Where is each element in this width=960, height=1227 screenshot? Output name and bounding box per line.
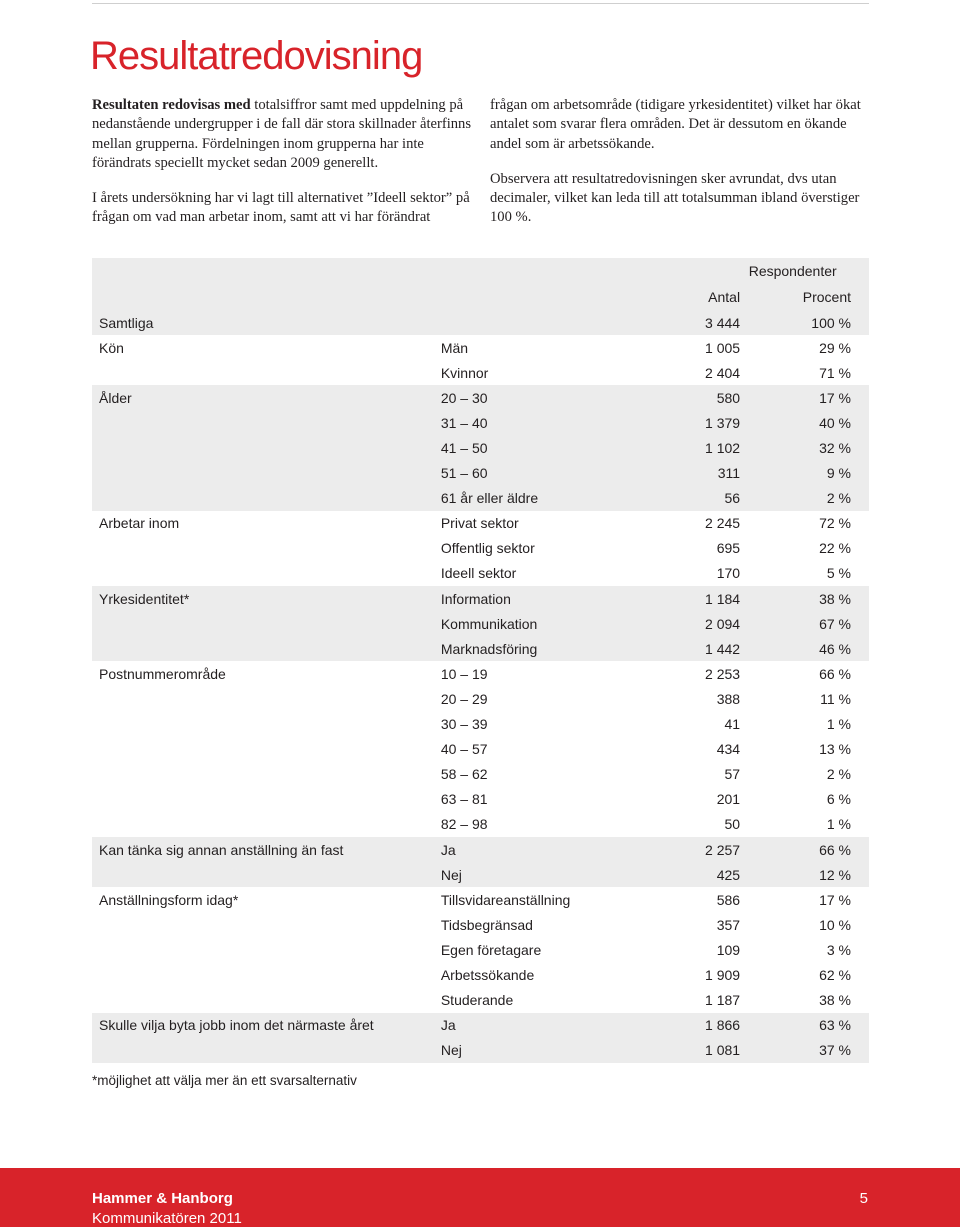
intro-left-column: [92, 96, 472, 244]
row-antal: 1 442: [636, 636, 740, 661]
row-antal: 580: [636, 385, 740, 410]
row-antal: 1 909: [705, 966, 741, 983]
row-antal: 109: [716, 941, 741, 958]
row-antal: 586: [716, 891, 741, 908]
row-procent: 1 %: [826, 816, 851, 833]
row-category: [92, 862, 435, 887]
footer-organization: Hammer & Hanborg: [92, 1190, 233, 1207]
row-antal: 695: [716, 540, 741, 557]
row-category: Postnummerområde: [99, 665, 226, 682]
row-antal: 1 081: [636, 1038, 740, 1063]
row-procent: 63 %: [740, 1013, 869, 1038]
table-row: [92, 661, 869, 686]
row-procent: 37 %: [740, 1038, 869, 1063]
row-procent: 66 %: [740, 837, 869, 862]
row-category: [92, 611, 435, 636]
table-row: [92, 762, 869, 787]
row-category: [92, 737, 435, 762]
table-row: [92, 461, 869, 486]
row-antal: 1 187: [705, 992, 741, 1009]
table-row: [92, 912, 869, 937]
row-procent: 5 %: [826, 565, 851, 582]
row-procent: 38 %: [740, 586, 869, 611]
row-subgroup: 20 – 29: [440, 690, 488, 707]
table-row: [92, 937, 869, 962]
row-antal: 201: [716, 791, 741, 808]
row-subgroup: Egen företagare: [440, 941, 542, 958]
table-row: [92, 812, 869, 837]
row-subgroup: 51 – 60: [435, 461, 637, 486]
table-row: [92, 511, 869, 536]
row-antal: 1 102: [636, 435, 740, 460]
row-subgroup: Nej: [435, 1038, 637, 1063]
row-subgroup: Män: [440, 339, 469, 356]
row-antal: 2 245: [705, 515, 741, 532]
table-row: [92, 561, 869, 586]
row-procent: 13 %: [819, 741, 851, 758]
row-procent: 40 %: [740, 410, 869, 435]
header-empty-cell: [92, 284, 435, 310]
row-subgroup: 31 – 40: [435, 410, 637, 435]
table-row: [92, 1038, 869, 1063]
header-respondenter: Respondenter: [636, 258, 869, 284]
row-category: [92, 561, 435, 586]
header-empty-cell: [92, 258, 435, 284]
row-procent: 38 %: [819, 992, 851, 1009]
row-category: [92, 712, 435, 737]
row-subgroup: [435, 310, 637, 335]
row-procent: 22 %: [819, 540, 851, 557]
row-subgroup: Nej: [435, 862, 637, 887]
intro-paragraph-1: [92, 96, 472, 173]
table-row: [92, 837, 869, 862]
row-antal: 425: [636, 862, 740, 887]
table-row: [92, 385, 869, 410]
table-row: [92, 536, 869, 561]
row-procent: 32 %: [740, 435, 869, 460]
table-row: [92, 611, 869, 636]
intro-paragraph-1-text: totalsiffror samt med uppdelning på nedanstående undergrupper i de fall där stora skillnader återfinns mellan grupperna. Fördelningen inom grupperna har inte förändrats speciellt mycket sedan 2009 generellt.: [92, 97, 472, 171]
page-number: 5: [859, 1190, 868, 1207]
row-procent: 11 %: [820, 690, 851, 707]
row-antal: 2 257: [636, 837, 740, 862]
header-empty-cell: [435, 284, 637, 310]
row-category: Yrkesidentitet*: [92, 586, 435, 611]
row-procent: 10 %: [819, 916, 851, 933]
row-category: [92, 1038, 435, 1063]
row-category: [92, 762, 435, 787]
row-antal: 170: [716, 565, 741, 582]
table-header-row: [92, 284, 869, 310]
row-subgroup: Ja: [435, 1013, 637, 1038]
intro-lead: Resultaten redovisas med: [92, 97, 251, 113]
row-procent: 6 %: [826, 791, 851, 808]
row-procent: 1 %: [826, 716, 851, 733]
top-rule: [92, 3, 869, 4]
row-category: [92, 486, 435, 511]
table-row: [92, 887, 869, 912]
intro-paragraph-2: I årets undersökning har vi lagt till alternativet ”Ideell sektor” på frågan om vad man arbetar inom, samt att vi har förändrat: [92, 190, 470, 226]
row-category: [92, 988, 435, 1013]
table-row: [92, 410, 869, 435]
table-row: [92, 435, 869, 460]
table-row: [92, 737, 869, 762]
table-row: [92, 1013, 869, 1038]
row-antal: 1 184: [636, 586, 740, 611]
row-procent: 72 %: [819, 515, 851, 532]
results-table-body: [92, 258, 869, 1063]
row-category: Ålder: [92, 385, 435, 410]
row-category: Arbetar inom: [99, 515, 180, 532]
page-footer: [0, 1168, 960, 1227]
row-category: [92, 360, 435, 385]
row-subgroup: Information: [435, 586, 637, 611]
row-antal: 1 005: [705, 339, 741, 356]
row-category: Samtliga: [92, 310, 435, 335]
row-subgroup: Kvinnor: [440, 364, 489, 381]
row-category: [92, 461, 435, 486]
row-procent: 12 %: [740, 862, 869, 887]
table-row: [92, 360, 869, 385]
table-row: [92, 586, 869, 611]
row-category: Anställningsform idag*: [99, 891, 239, 908]
row-category: [92, 536, 435, 561]
table-row: [92, 686, 869, 711]
row-subgroup: 58 – 62: [440, 766, 488, 783]
table-row: [92, 787, 869, 812]
row-antal: 434: [716, 741, 741, 758]
row-subgroup: Kommunikation: [435, 611, 637, 636]
row-procent: 100 %: [740, 310, 869, 335]
row-antal: 2 094: [636, 611, 740, 636]
row-category: [92, 636, 435, 661]
row-procent: 2 %: [740, 486, 869, 511]
row-subgroup: 10 – 19: [440, 665, 488, 682]
row-procent: 17 %: [819, 891, 851, 908]
row-category: [92, 937, 435, 962]
row-category: [92, 435, 435, 460]
row-antal: 57: [724, 766, 741, 783]
row-category: Kön: [99, 339, 124, 356]
row-antal: 1 379: [636, 410, 740, 435]
row-category: [92, 812, 435, 837]
row-subgroup: 40 – 57: [440, 741, 488, 758]
row-procent: 71 %: [819, 364, 851, 381]
row-subgroup: Tillsvidareanställning: [440, 891, 571, 908]
row-category: Kan tänka sig annan anställning än fast: [92, 837, 435, 862]
row-procent: 66 %: [819, 665, 851, 682]
table-row: [92, 962, 869, 987]
row-category: [92, 912, 435, 937]
row-subgroup: 30 – 39: [440, 716, 488, 733]
row-subgroup: Ideell sektor: [440, 565, 517, 582]
table-header-group-row: [92, 258, 869, 284]
row-procent: 46 %: [740, 636, 869, 661]
row-antal: 2 404: [705, 364, 741, 381]
intro-paragraph-3: frågan om arbetsområde (tidigare yrkesidentitet) vilket har ökat antalet som svarar flera områden. Det är dessutom en ökande andel som är arbetssökande.: [490, 97, 861, 152]
header-antal: Antal: [636, 284, 740, 310]
row-antal: 357: [716, 916, 741, 933]
row-procent: 9 %: [740, 461, 869, 486]
table-row: [92, 335, 869, 360]
row-subgroup: Ja: [435, 837, 637, 862]
header-empty-cell: [435, 258, 637, 284]
row-subgroup: Privat sektor: [440, 515, 519, 532]
row-antal: 50: [724, 816, 741, 833]
row-subgroup: Studerande: [440, 992, 514, 1009]
row-procent: 17 %: [740, 385, 869, 410]
row-procent: 2 %: [826, 766, 851, 783]
table-row: [92, 712, 869, 737]
intro-paragraph-4: Observera att resultatredovisningen sker avrundat, dvs utan decimaler, vilket kan leda till att totalsumman ibland överstiger 100 %.: [490, 170, 860, 226]
row-subgroup: 82 – 98: [440, 816, 488, 833]
row-subgroup: 63 – 81: [440, 791, 488, 808]
row-subgroup: 61 år eller äldre: [435, 486, 637, 511]
row-subgroup: Arbetssökande: [440, 966, 535, 983]
row-antal: 41: [724, 716, 741, 733]
results-table: [92, 258, 869, 1063]
table-row: [92, 636, 869, 661]
row-antal: 311: [636, 461, 740, 486]
row-category: [92, 410, 435, 435]
row-procent: 3 %: [826, 941, 851, 958]
row-subgroup: Offentlig sektor: [440, 540, 535, 557]
footnote: *möjlighet att välja mer än ett svarsalternativ: [92, 1073, 357, 1088]
header-procent: Procent: [740, 284, 869, 310]
row-antal: 3 444: [636, 310, 740, 335]
row-category: [92, 787, 435, 812]
table-row: [92, 988, 869, 1013]
row-category: Skulle vilja byta jobb inom det närmaste året: [92, 1013, 435, 1038]
row-procent: 62 %: [819, 966, 851, 983]
row-procent: 29 %: [819, 339, 851, 356]
page-title: Resultatredovisning: [90, 34, 423, 78]
table-row: [92, 862, 869, 887]
row-antal: 1 866: [636, 1013, 740, 1038]
intro-right-column: [490, 96, 875, 244]
row-subgroup: Marknadsföring: [435, 636, 637, 661]
row-subgroup: Tidsbegränsad: [440, 916, 533, 933]
table-row: [92, 486, 869, 511]
row-antal: 2 253: [705, 665, 741, 682]
row-subgroup: 20 – 30: [435, 385, 637, 410]
row-subgroup: 41 – 50: [435, 435, 637, 460]
row-procent: 67 %: [740, 611, 869, 636]
footer-publication: Kommunikatören 2011: [92, 1210, 242, 1227]
row-antal: 56: [636, 486, 740, 511]
row-antal: 388: [716, 690, 741, 707]
row-category: [92, 962, 435, 987]
row-category: [92, 686, 435, 711]
table-row: [92, 310, 869, 335]
